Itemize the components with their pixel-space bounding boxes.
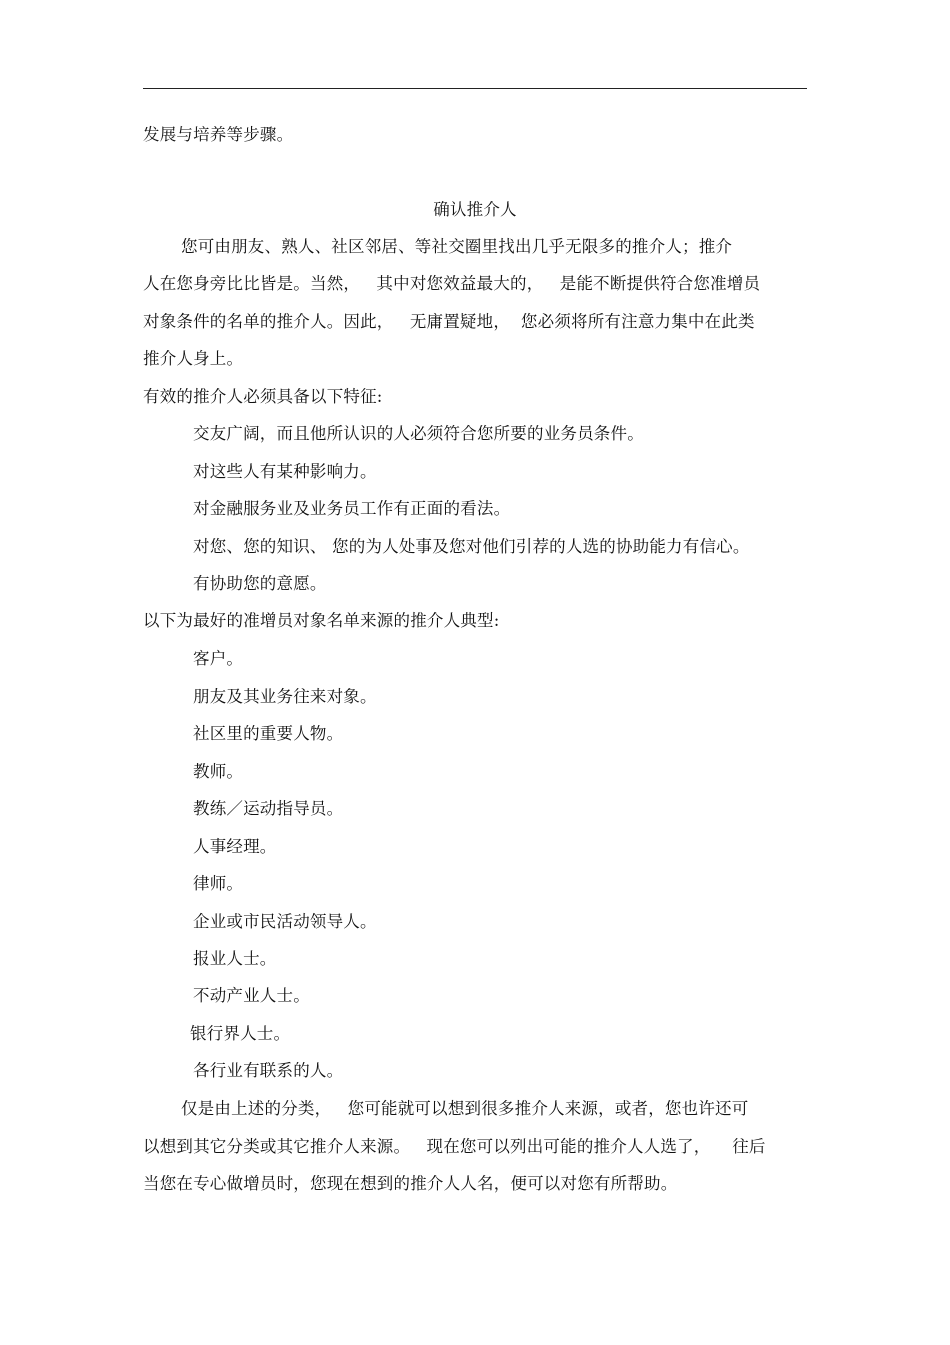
list-item: 对金融服务业及业务员工作有正面的看法。 xyxy=(193,499,511,518)
paragraph-line: 人在您身旁比比皆是。当然， 其中对您效益最大的， 是能不断提供符合您准增员 xyxy=(143,274,761,293)
paragraph-line: 对象条件的名单的推介人。因此， 无庸置疑地， 您必须将所有注意力集中在此类 xyxy=(143,312,755,331)
list-item: 律师。 xyxy=(193,874,244,893)
list-item: 社区里的重要人物。 xyxy=(193,724,344,743)
section-title: 确认推介人 xyxy=(433,200,517,219)
list-item: 人事经理。 xyxy=(193,837,277,856)
list-item: 对您、您的知识、 您的为人处事及您对他们引荐的人选的协助能力有信心。 xyxy=(193,537,750,556)
list-item: 各行业有联系的人。 xyxy=(193,1061,344,1080)
intro-tail: 发展与培养等步骤。 xyxy=(143,125,294,144)
list-item: 对这些人有某种影响力。 xyxy=(193,462,377,481)
list-item: 教练／运动指导员。 xyxy=(193,799,344,818)
list-item: 银行界人士。 xyxy=(190,1024,291,1043)
paragraph-line: 以想到其它分类或其它推介人来源。 现在您可以列出可能的推介人人选了， 往后 xyxy=(143,1137,766,1156)
list-item: 有协助您的意愿。 xyxy=(193,574,327,593)
paragraph-line: 当您在专心做增员时，您现在想到的推介人人名，便可以对您有所帮助。 xyxy=(143,1174,678,1193)
list-item: 教师。 xyxy=(193,762,244,781)
list-item: 不动产业人士。 xyxy=(193,986,310,1005)
list-item: 交友广阔，而且他所认识的人必须符合您所要的业务员条件。 xyxy=(193,424,644,443)
list-item: 客户。 xyxy=(193,649,244,668)
header-rule xyxy=(143,88,807,89)
paragraph-line: 仅是由上述的分类， 您可能就可以想到很多推介人来源，或者，您也许还可 xyxy=(181,1099,749,1118)
types-heading: 以下为最好的准增员对象名单来源的推介人典型: xyxy=(143,611,500,630)
list-item: 企业或市民活动领导人。 xyxy=(193,912,377,931)
list-item: 报业人士。 xyxy=(193,949,277,968)
traits-heading: 有效的推介人必须具备以下特征: xyxy=(143,387,383,406)
paragraph-line: 推介人身上。 xyxy=(143,349,244,368)
list-item: 朋友及其业务往来对象。 xyxy=(193,687,377,706)
paragraph-line: 您可由朋友、熟人、社区邻居、等社交圈里找出几乎无限多的推介人；推介 xyxy=(181,237,733,256)
